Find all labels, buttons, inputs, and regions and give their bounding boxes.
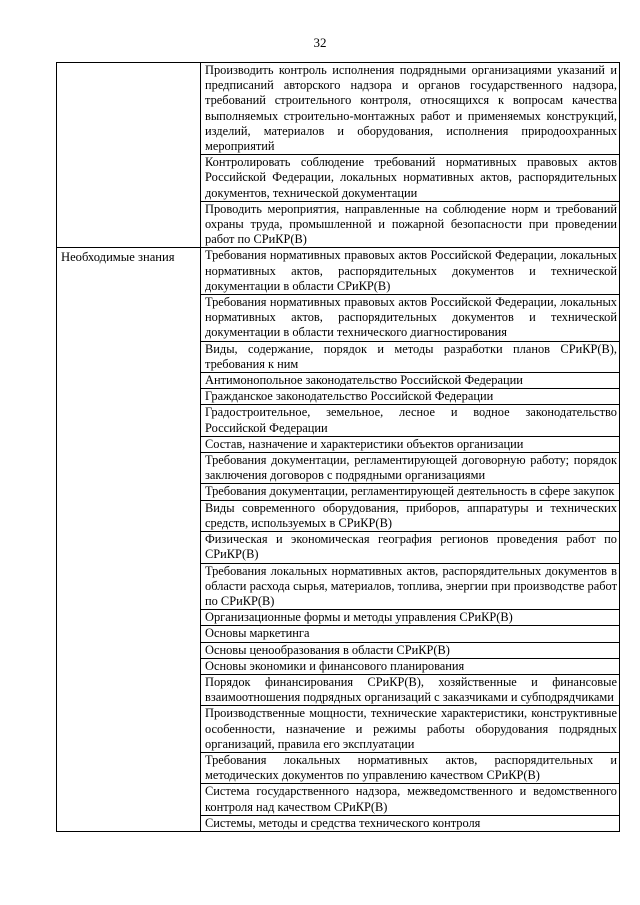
list-item: Виды, содержание, порядок и методы разработки планов СРиКР(В), требования к ним (201, 341, 619, 372)
row-content-cell (201, 248, 620, 832)
table-row (57, 63, 620, 248)
list-item: Требования нормативных правовых актов Российской Федерации, локальных нормативных актов, распорядительных документов и технической документации в области технического диагностирования (201, 294, 619, 341)
list-item: Виды современного оборудования, приборов, аппаратуры и технических средств, используемых в СРиКР(В) (201, 500, 619, 531)
list-item: Производить контроль исполнения подрядными организациями указаний и предписаний авторского надзора и органов государственного надзора, требований строительного контроля, относящихся к вопросам качества выполняемых строительно-монтажных работ и применяемых конструкций, изделий, материалов и оборудования, исполнения природоохранных мероприятий (205, 63, 617, 154)
list-item: Градостроительное, земельное, лесное и водное законодательство Российской Федерации (201, 404, 619, 435)
list-item: Состав, назначение и характеристики объектов организации (201, 436, 619, 452)
list-item: Физическая и экономическая география регионов проведения работ по СРиКР(В) (201, 531, 619, 562)
competency-table (56, 62, 620, 832)
table-row (57, 248, 620, 832)
row-label-cell (57, 248, 201, 832)
list-item: Требования документации, регламентирующей деятельность в сфере закупок (201, 483, 619, 499)
list-item: Основы экономики и финансового планирования (201, 658, 619, 674)
list-item: Проводить мероприятия, направленные на соблюдение норм и требований охраны труда, промышленной и пожарной безопасности при проведении работ по СРиКР(В) (201, 201, 619, 248)
list-item: Системы, методы и средства технического контроля (201, 815, 619, 831)
list-item: Требования локальных нормативных актов, распорядительных и методических документов по управлению качеством СРиКР(В) (201, 752, 619, 783)
list-item: Контролировать соблюдение требований нормативных правовых актов Российской Федерации, локальных нормативных актов, распорядительных документов, технической документации (201, 154, 619, 201)
list-item: Порядок финансирования СРиКР(В), хозяйственные и финансовые взаимоотношения подрядных организаций с заказчиками и субподрядчиками (201, 674, 619, 705)
list-item: Гражданское законодательство Российской Федерации (201, 388, 619, 404)
row-content-cell (201, 63, 620, 248)
list-item: Производственные мощности, технические характеристики, конструктивные особенности, назначение и режимы работы оборудования подрядных организаций, правила его эксплуатации (201, 705, 619, 752)
list-item: Требования документации, регламентирующей договорную работу; порядок заключения договоров с подрядными организациями (201, 452, 619, 483)
list-item: Основы маркетинга (201, 625, 619, 641)
row-label: Необходимые знания (61, 250, 175, 265)
row-label (57, 63, 200, 65)
list-item: Антимонопольное законодательство Российской Федерации (201, 372, 619, 388)
page-number: 32 (313, 35, 327, 50)
row-label-cell (57, 63, 201, 248)
list-item: Организационные формы и методы управления СРиКР(В) (201, 609, 619, 625)
list-item: Требования нормативных правовых актов Российской Федерации, локальных нормативных актов, распорядительных документов и технической документации в области СРиКР(В) (205, 248, 617, 293)
list-item: Требования локальных нормативных актов, распорядительных документов в области расхода сырья, материалов, топлива, энергии при производстве работ по СРиКР(В) (201, 563, 619, 610)
list-item: Система государственного надзора, межведомственного и ведомственного контроля над качеством СРиКР(В) (201, 783, 619, 814)
list-item: Основы ценообразования в области СРиКР(В) (201, 642, 619, 658)
